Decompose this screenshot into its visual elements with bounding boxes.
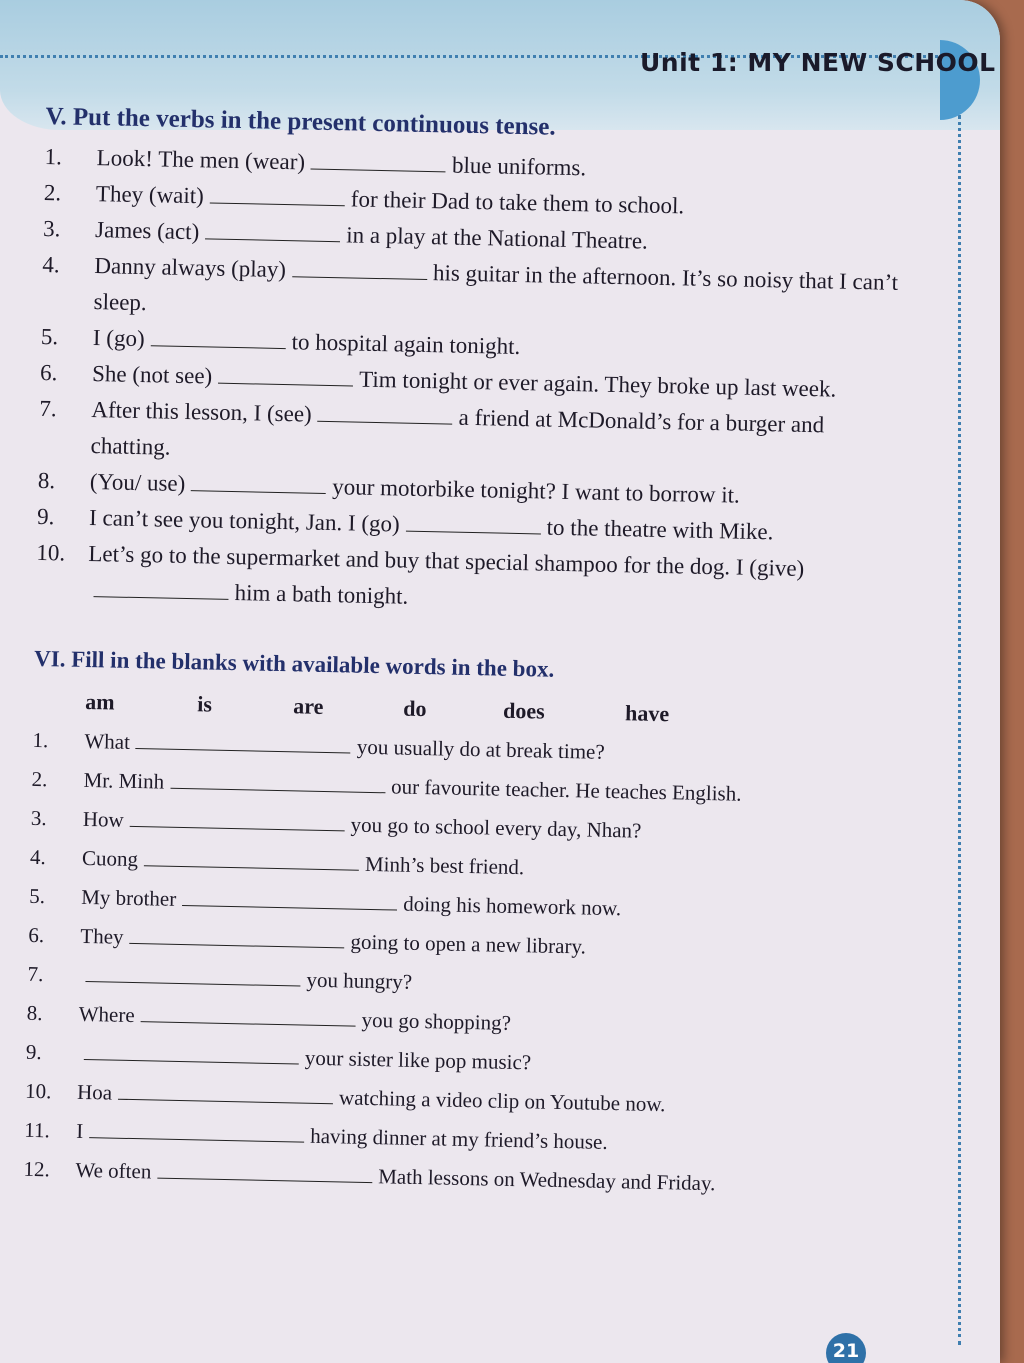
item-text-before: They (wait): [95, 181, 205, 209]
item-text-before: After this lesson, I (see): [91, 397, 312, 427]
item-text-before: (You/ use): [89, 469, 186, 497]
item-text-before: James (act): [94, 217, 200, 245]
section-6-list: [23, 721, 903, 1207]
item-text-before: My brother: [80, 884, 177, 911]
answer-blank[interactable]: [144, 861, 359, 871]
item-text-after: you hungry?: [306, 967, 413, 994]
item-number: 2.: [43, 179, 62, 206]
item-text-after: to hospital again tonight.: [291, 329, 521, 359]
item-text-before: Mr. Minh: [83, 767, 165, 794]
answer-blank[interactable]: [89, 1133, 304, 1143]
item-text-before: [79, 963, 80, 987]
item-number: 12.: [23, 1156, 51, 1182]
item-text-after: watching a video clip on Youtube now.: [338, 1085, 666, 1117]
word-box-item: does: [502, 697, 546, 724]
item-text-after: doing his homework now.: [402, 891, 622, 921]
section-5-list: [35, 139, 915, 625]
item-number: 7.: [39, 395, 57, 422]
dotted-border-right: [958, 115, 961, 1345]
item-number: 5.: [28, 883, 46, 909]
item-number: 3.: [30, 805, 47, 831]
item-text-after: our favourite teacher. He teaches English.: [390, 774, 742, 806]
item-text-after: Math lessons on Wednesday and Friday.: [378, 1164, 716, 1196]
item-text-after: in a play at the National Theatre.: [345, 222, 649, 254]
answer-blank[interactable]: [318, 417, 453, 425]
item-number: 1.: [44, 143, 63, 170]
answer-blank[interactable]: [129, 939, 344, 949]
answer-blank[interactable]: [84, 1055, 299, 1065]
answer-blank[interactable]: [157, 1174, 372, 1184]
item-text-before: Cuong: [81, 845, 139, 872]
item-number: 4.: [42, 251, 60, 278]
item-text-before: Hoa: [76, 1079, 113, 1105]
item-number: 9.: [25, 1039, 42, 1065]
item-text-after: him a bath tonight.: [234, 580, 409, 609]
unit-title: Unit 1: MY NEW SCHOOL: [640, 48, 996, 77]
item-text-before: She (not see): [91, 361, 213, 389]
item-text-before: What: [84, 728, 131, 754]
exercise-content: [23, 95, 916, 1207]
section-6-title: VI. Fill in the blanks with available words in the box.: [33, 645, 555, 682]
item-text-before: Look! The men (wear): [96, 145, 306, 175]
item-number: 5.: [40, 323, 59, 350]
item-text-after: a friend at McDonald’s for a burger and chatting.: [90, 404, 825, 460]
answer-blank[interactable]: [93, 592, 228, 600]
item-number: 10.: [24, 1078, 52, 1104]
item-text-after: blue uniforms.: [451, 152, 587, 181]
word-box-item: is: [197, 691, 213, 717]
word-box-item: are: [293, 693, 324, 719]
item-text-after: Tim tonight or ever again. They broke up last week.: [358, 366, 837, 402]
answer-blank[interactable]: [85, 977, 300, 987]
word-box-item: am: [85, 688, 115, 715]
item-text-after: Minh’s best friend.: [364, 851, 525, 880]
item-number: 2.: [31, 766, 48, 792]
answer-blank[interactable]: [406, 527, 541, 535]
item-text-after: his guitar in the afternoon. It’s so noisy that I can’t sleep.: [93, 260, 899, 316]
item-number: 8.: [37, 467, 56, 494]
item-text-before: How: [82, 806, 124, 832]
item-number: 3.: [42, 215, 61, 242]
item-text-after: for their Dad to take them to school.: [350, 186, 685, 219]
item-text-after: your motorbike tonight? I want to borrow it.: [332, 474, 741, 508]
item-text-after: going to open a new library.: [350, 929, 587, 959]
item-number: 1.: [32, 727, 49, 753]
item-number: 9.: [36, 503, 55, 530]
word-box-item: do: [402, 695, 427, 722]
item-text-after: you go shopping?: [361, 1007, 512, 1035]
answer-blank[interactable]: [170, 784, 385, 794]
item-text-after: having dinner at my friend’s house.: [310, 1123, 608, 1154]
item-number: 11.: [24, 1117, 51, 1143]
answer-blank[interactable]: [136, 744, 351, 754]
answer-blank[interactable]: [150, 341, 285, 349]
item-text-before: We often: [75, 1157, 152, 1184]
item-text-before: I: [76, 1118, 84, 1144]
item-number: 6.: [39, 359, 58, 386]
page-number-badge: 21: [826, 1333, 866, 1363]
answer-blank[interactable]: [218, 379, 353, 387]
item-text-before: I (go): [92, 325, 145, 352]
word-box-item: have: [624, 700, 670, 727]
section-5-title: V. Put the verbs in the present continuous tense.: [45, 102, 556, 141]
item-text-before: Danny always (play): [94, 253, 287, 283]
item-text-before: [78, 1041, 79, 1065]
item-number: 6.: [28, 922, 45, 948]
answer-blank[interactable]: [311, 165, 446, 173]
item-number: 10.: [36, 539, 66, 566]
answer-blank[interactable]: [205, 234, 340, 242]
item-text-after: you usually do at break time?: [356, 734, 605, 764]
answer-blank[interactable]: [118, 1095, 333, 1105]
answer-blank[interactable]: [191, 486, 326, 494]
item-text-before: Let’s go to the supermarket and buy that special shampoo for the dog. I (give): [88, 540, 805, 581]
answer-blank[interactable]: [210, 198, 345, 206]
answer-blank[interactable]: [130, 822, 345, 832]
item-number: 8.: [26, 1000, 43, 1026]
item-text-after: you go to school every day, Nhan?: [350, 812, 642, 843]
item-text-after: your sister like pop music?: [304, 1045, 532, 1075]
item-text-before: I can’t see you tonight, Jan. I (go): [88, 504, 400, 537]
answer-blank[interactable]: [141, 1017, 356, 1027]
item-number: 7.: [27, 961, 44, 987]
item-text-before: Where: [78, 1001, 135, 1028]
item-text-before: They: [80, 923, 124, 949]
answer-blank[interactable]: [292, 272, 427, 280]
item-text-after: to the theatre with Mike.: [546, 514, 774, 545]
answer-blank[interactable]: [182, 901, 397, 911]
item-number: 4.: [29, 844, 47, 870]
